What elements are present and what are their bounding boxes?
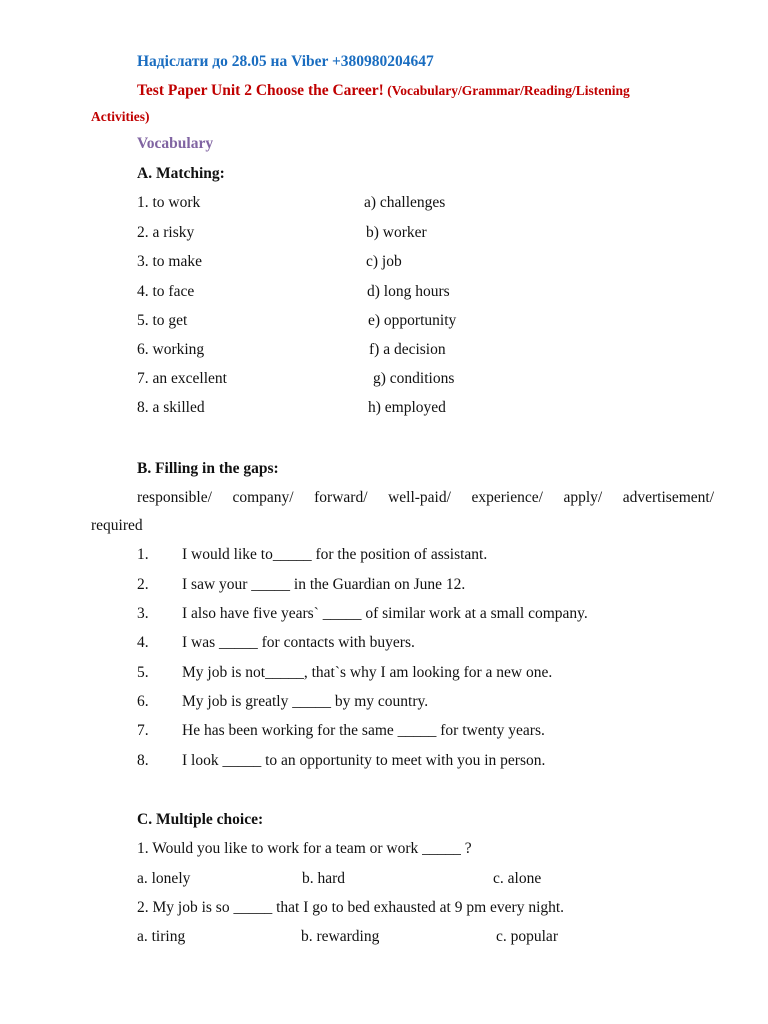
- gap-sentence: I was _____ for contacts with buyers.: [182, 634, 415, 651]
- gap-number: 1.: [137, 546, 149, 563]
- gap-sentence: I look _____ to an opportunity to meet with you in person.: [182, 752, 546, 769]
- matching-right-item: h) employed: [368, 399, 446, 416]
- gap-number: 8.: [137, 752, 149, 769]
- mc-option: c. popular: [496, 928, 558, 945]
- gap-number: 3.: [137, 605, 149, 622]
- matching-left-item: 4. to face: [137, 283, 195, 300]
- matching-left-item: 7. an excellent: [137, 370, 227, 387]
- gap-sentence: I also have five years` _____ of similar work at a small company.: [182, 605, 588, 622]
- matching-left-item: 3. to make: [137, 253, 202, 270]
- matching-right-item: b) worker: [366, 224, 427, 241]
- mc-option: c. alone: [493, 870, 542, 887]
- vocabulary-heading: Vocabulary: [137, 135, 214, 152]
- gap-sentence: My job is not_____, that`s why I am looking for a new one.: [182, 664, 553, 681]
- mc-option: a. tiring: [137, 928, 186, 945]
- mc-heading: C. Multiple choice:: [137, 811, 264, 828]
- mc-option: b. hard: [302, 870, 346, 887]
- gap-number: 6.: [137, 693, 149, 710]
- matching-right-item: d) long hours: [367, 283, 450, 300]
- word-bank-cont: required: [91, 517, 143, 534]
- matching-right-item: a) challenges: [364, 194, 446, 211]
- gap-number: 7.: [137, 722, 149, 739]
- matching-left-item: 2. a risky: [137, 224, 195, 241]
- mc-question: 2. My job is so _____ that I go to bed exhausted at 9 pm every night.: [137, 899, 565, 916]
- gap-number: 2.: [137, 576, 149, 593]
- test-title-subtitle-cont: Activities): [91, 109, 150, 124]
- test-title: Test Paper Unit 2 Choose the Career!: [137, 82, 384, 99]
- word-bank: responsible/ company/ forward/ well-paid/ experience/ apply/ advertisement/: [137, 489, 714, 506]
- matching-left-item: 8. a skilled: [137, 399, 205, 416]
- gaps-heading: B. Filling in the gaps:: [137, 460, 279, 477]
- title-line: [137, 81, 630, 101]
- matching-left-item: 5. to get: [137, 312, 188, 329]
- matching-left-item: 6. working: [137, 341, 205, 358]
- gap-sentence: I would like to_____ for the position of assistant.: [182, 546, 488, 563]
- matching-right-item: e) opportunity: [368, 312, 457, 329]
- matching-right-item: c) job: [366, 253, 402, 270]
- mc-option: a. lonely: [137, 870, 191, 887]
- mc-option: b. rewarding: [301, 928, 380, 945]
- gap-sentence: He has been working for the same _____ for twenty years.: [182, 722, 545, 739]
- gap-number: 4.: [137, 634, 149, 651]
- mc-question: 1. Would you like to work for a team or work _____ ?: [137, 840, 472, 857]
- matching-right-item: f) a decision: [369, 341, 446, 358]
- gap-sentence: I saw your _____ in the Guardian on June 12.: [182, 576, 466, 593]
- matching-right-item: g) conditions: [373, 370, 455, 387]
- test-title-subtitle: (Vocabulary/Grammar/Reading/Listening: [383, 83, 630, 98]
- send-instruction: Надіслати до 28.05 на Viber +380980204647: [137, 53, 434, 70]
- matching-heading: A. Matching:: [137, 165, 225, 182]
- gap-number: 5.: [137, 664, 149, 681]
- gap-sentence: My job is greatly _____ by my country.: [182, 693, 429, 710]
- matching-left-item: 1. to work: [137, 194, 201, 211]
